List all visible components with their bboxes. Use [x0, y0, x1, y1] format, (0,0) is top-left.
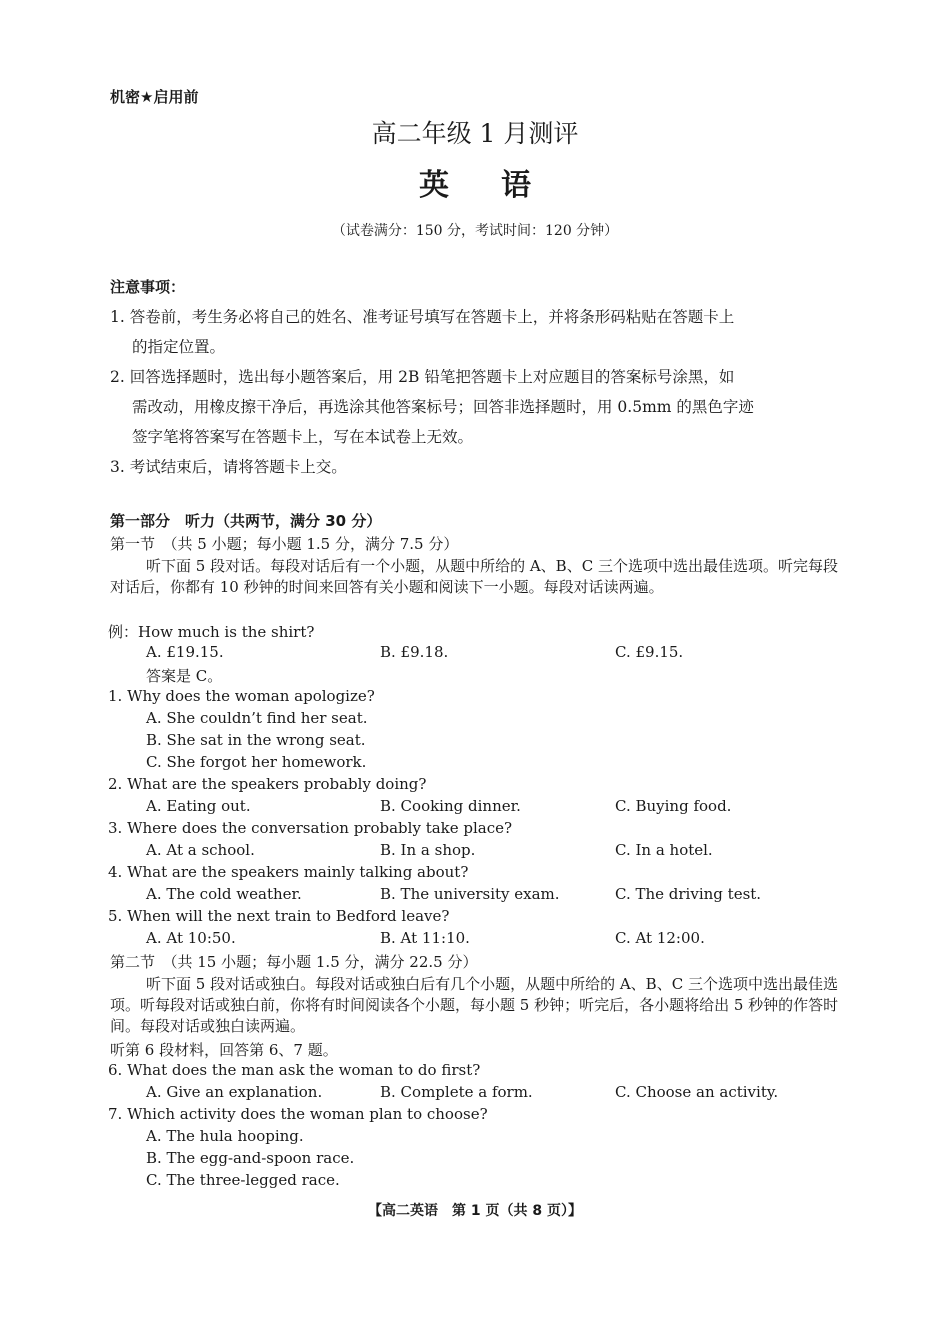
section-2-heading: 第二节 （共 15 小题；每小题 1.5 分，满分 22.5 分）	[110, 953, 478, 971]
example-question: 例：How much is the shirt?	[108, 623, 315, 641]
q4-option-a: A. The cold weather.	[146, 885, 302, 903]
q6-stem: 6. What does the man ask the woman to do first?	[108, 1061, 481, 1079]
section-1-heading: 第一节 （共 5 小题；每小题 1.5 分，满分 7.5 分）	[110, 535, 459, 553]
q6-option-a: A. Give an explanation.	[146, 1083, 323, 1101]
q1-option-b: B. She sat in the wrong seat.	[146, 731, 366, 749]
q2-option-b: B. Cooking dinner.	[380, 797, 521, 815]
page-footer: 【高二英语 第 1 页（共 8 页）】	[368, 1203, 582, 1219]
example-option-b: B. £9.18.	[380, 643, 449, 661]
q6-option-b: B. Complete a form.	[380, 1083, 533, 1101]
exam-subject: 英语	[419, 168, 583, 203]
q7-option-b: B. The egg-and-spoon race.	[146, 1149, 355, 1167]
section-2-instruction: 听下面 5 段对话或独白。每段对话或独白后有几个小题，从题中所给的 A、B、C 三个选项中选出最佳选项。听每段对话或独白前，你将有时间阅读各个小题，每小题 5 秒钟；听完后，各小题将给出 5 秒钟的作答时间。每段对话或独白读两遍。	[110, 975, 839, 1035]
example-option-a: A. £19.15.	[146, 643, 224, 661]
notice-item-2-line-2: 需改动，用橡皮擦干净后，再选涂其他答案标号；回答非选择题时，用 0.5mm 的黑色字迹	[132, 398, 754, 416]
q4-option-c: C. The driving test.	[615, 885, 762, 903]
notice-item-2-line-3: 签字笔将答案写在答题卡上，写在本试卷上无效。	[132, 428, 474, 446]
notice-item-1-line-2: 的指定位置。	[132, 338, 226, 356]
q2-option-c: C. Buying food.	[615, 797, 732, 815]
q1-option-c: C. She forgot her homework.	[146, 753, 367, 771]
part-1-heading: 第一部分 听力（共两节，满分 30 分）	[110, 512, 382, 530]
section-1-instruction: 听下面 5 段对话。每段对话后有一个小题，从题中所给的 A、B、C 三个选项中选出最佳选项。听完每段对话后，你都有 10 秒钟的时间来回答有关小题和阅读下一小题。每段对话读两遍。	[110, 557, 838, 596]
q4-option-b: B. The university exam.	[380, 885, 560, 903]
exam-meta: （试卷满分：150 分，考试时间：120 分钟）	[331, 223, 619, 239]
notice-heading: 注意事项：	[110, 278, 186, 296]
q5-stem: 5. When will the next train to Bedford leave?	[108, 907, 450, 925]
q3-stem: 3. Where does the conversation probably take place?	[108, 819, 513, 837]
example-option-c: C. £9.15.	[615, 643, 684, 661]
q1-stem: 1. Why does the woman apologize?	[108, 687, 375, 705]
example-answer: 答案是 C。	[146, 667, 223, 685]
q7-option-a: A. The hula hooping.	[146, 1127, 304, 1145]
q7-option-c: C. The three-legged race.	[146, 1171, 340, 1189]
q2-stem: 2. What are the speakers probably doing?	[108, 775, 427, 793]
q5-option-b: B. At 11:10.	[380, 929, 470, 947]
q4-stem: 4. What are the speakers mainly talking about?	[108, 863, 469, 881]
q1-option-a: A. She couldn’t find her seat.	[146, 709, 368, 727]
q6-option-c: C. Choose an activity.	[615, 1083, 779, 1101]
q3-option-b: B. In a shop.	[380, 841, 476, 859]
notice-item-2-line-1: 2. 回答选择题时，选出每小题答案后，用 2B 铅笔把答题卡上对应题目的答案标号涂黑，如	[110, 368, 735, 386]
confidential-mark: 机密★启用前	[110, 88, 199, 106]
q5-option-c: C. At 12:00.	[615, 929, 705, 947]
q3-option-a: A. At a school.	[146, 841, 255, 859]
q7-stem: 7. Which activity does the woman plan to choose?	[108, 1105, 488, 1123]
notice-item-3: 3. 考试结束后，请将答题卡上交。	[110, 458, 347, 476]
q3-option-c: C. In a hotel.	[615, 841, 713, 859]
notice-item-1-line-1: 1. 答卷前，考生务必将自己的姓名、准考证号填写在答题卡上，并将条形码粘贴在答题卡上	[110, 308, 735, 326]
material-6-note: 听第 6 段材料，回答第 6、7 题。	[110, 1041, 338, 1059]
exam-title: 高二年级 1 月测评	[371, 119, 579, 148]
q2-option-a: A. Eating out.	[146, 797, 251, 815]
q5-option-a: A. At 10:50.	[146, 929, 236, 947]
